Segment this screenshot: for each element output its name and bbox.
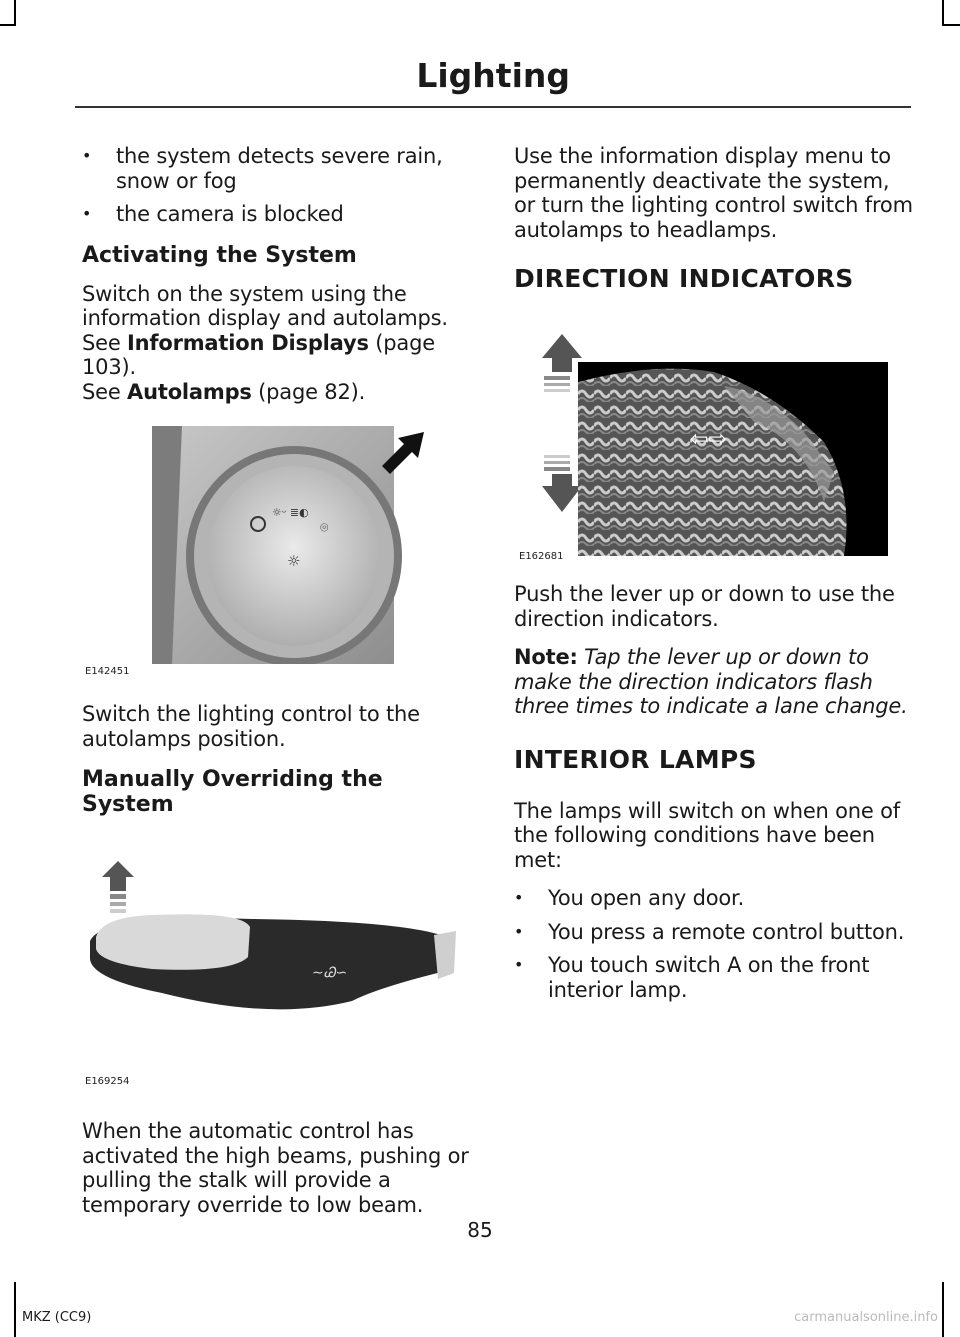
see-prefix: See bbox=[82, 330, 128, 355]
heading-direction-indicators: DIRECTION INDICATORS bbox=[514, 264, 854, 293]
ref-page: (page 82). bbox=[251, 379, 366, 404]
crop-mark bbox=[0, 24, 16, 26]
header-rule bbox=[75, 106, 911, 108]
left-column bbox=[82, 144, 478, 1231]
figure-code: E162681 bbox=[519, 551, 564, 562]
right-column bbox=[514, 144, 914, 1011]
crop-mark bbox=[942, 0, 944, 26]
svg-text:∼Ꮚ∽: ∼Ꮚ∽ bbox=[312, 965, 348, 981]
watermark: carmanualsonline.info bbox=[794, 1310, 938, 1325]
direction-indicator-illustration bbox=[514, 322, 894, 558]
list-item: • You press a remote control button. bbox=[514, 920, 914, 945]
figure-code: E142451 bbox=[85, 666, 130, 677]
note-paragraph bbox=[514, 645, 914, 719]
push-paragraph: Push the lever up or down to use the direction indicators. bbox=[514, 582, 895, 631]
note-text: Tap the lever up or down to make the direction indicators flash three times to indicate a lane change. bbox=[514, 645, 908, 718]
lighting-control-illustration bbox=[82, 426, 462, 664]
figure-code: E169254 bbox=[85, 1076, 130, 1087]
svg-text:⇦⇨: ⇦⇨ bbox=[690, 427, 727, 452]
ref-page: (page 103). bbox=[82, 330, 435, 379]
see-prefix: See bbox=[82, 379, 128, 404]
activating-paragraph bbox=[82, 282, 478, 405]
crop-mark bbox=[942, 1282, 944, 1337]
svg-text:⌾: ⌾ bbox=[320, 520, 329, 536]
interior-paragraph: The lamps will switch on when one of the following conditions have been met: bbox=[514, 798, 900, 872]
page-number: 85 bbox=[467, 1218, 493, 1242]
heading-override: Manually Overriding the System bbox=[82, 767, 383, 817]
ref-autolamps[interactable]: Autolamps bbox=[127, 379, 252, 404]
svg-text:☼ᵕ ≣◐: ☼ᵕ ≣◐ bbox=[272, 506, 309, 519]
heading-interior-lamps: INTERIOR LAMPS bbox=[514, 744, 757, 774]
note-label: Note: bbox=[514, 645, 578, 669]
list-item: • the camera is blocked bbox=[82, 202, 478, 227]
footer-model: MKZ (CC9) bbox=[22, 1310, 92, 1325]
list-item: • the system detects severe rain, snow or fog bbox=[82, 144, 478, 193]
crop-mark bbox=[942, 24, 960, 26]
switch-paragraph: Switch the lighting control to the autolamps position. bbox=[82, 702, 420, 751]
direction-indicator-figure bbox=[514, 322, 914, 566]
activating-text: Switch on the system using the information display and autolamps. bbox=[82, 281, 448, 330]
page-title: Lighting bbox=[416, 56, 570, 95]
list-item: • You touch switch A on the front interior lamp. bbox=[514, 953, 914, 1002]
lighting-control-figure bbox=[82, 426, 478, 686]
heading-activating: Activating the System bbox=[82, 242, 357, 268]
svg-text:☼: ☼ bbox=[287, 552, 301, 570]
ref-information-displays[interactable]: Information Displays bbox=[127, 330, 369, 355]
override-paragraph: When the automatic control has activated the high beams, pushing or pulling the stalk will provide a temporary override to low beam. bbox=[82, 1119, 469, 1217]
list-item: • You open any door. bbox=[514, 886, 914, 911]
stalk-illustration bbox=[82, 851, 462, 1096]
crop-mark bbox=[14, 0, 16, 26]
crop-mark bbox=[14, 1282, 16, 1337]
deactivate-paragraph: Use the information display menu to permanently deactivate the system, or turn the lighting control switch from autolamps to headlamps. bbox=[514, 144, 913, 242]
stalk-figure bbox=[82, 851, 478, 1119]
